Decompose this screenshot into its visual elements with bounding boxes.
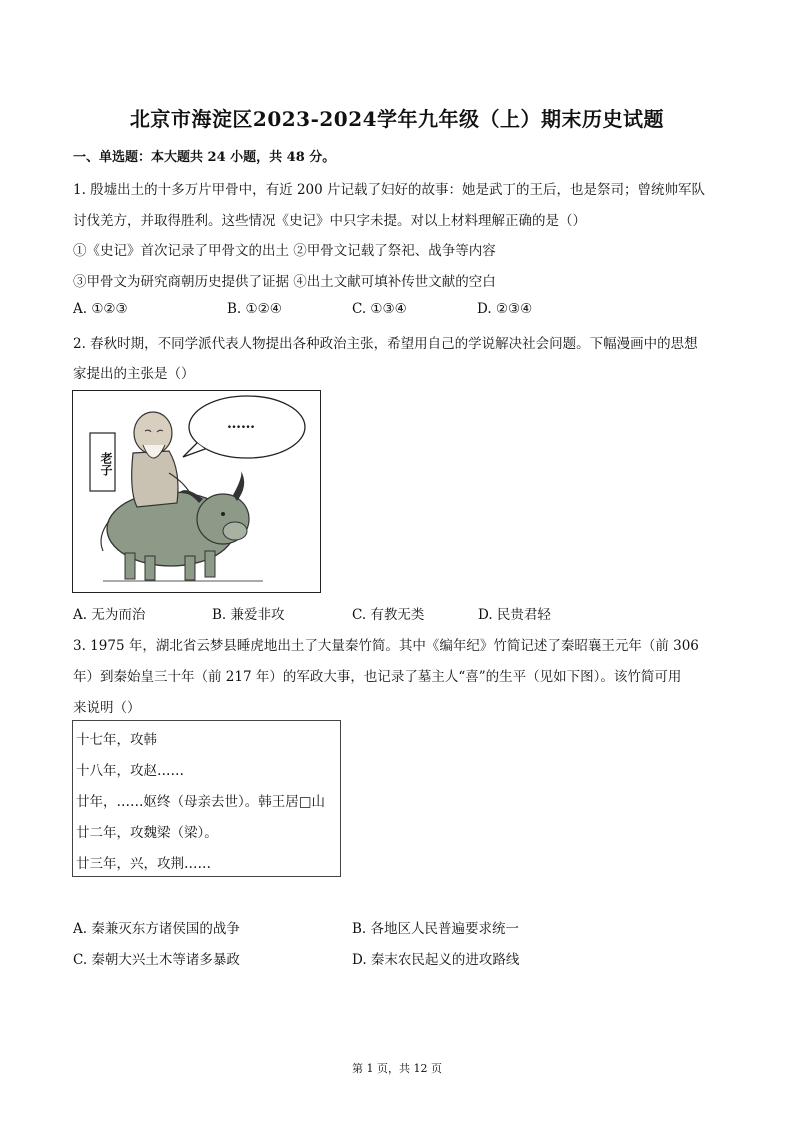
q2-stem-line-2: 家提出的主张是（） (73, 366, 195, 382)
q3-option-a: A. 秦兼灭东方诸侯国的战争 (73, 921, 240, 937)
q2-option-b: B. 兼爱非攻 (212, 607, 285, 623)
q1-stem-line-2: 讨伐羌方，并取得胜利。这些情况《史记》中只字未提。对以上材料理解正确的是（） (73, 213, 586, 229)
q1-option-b: B. ①②④ (227, 301, 282, 317)
section-heading: 一、单选题：本大题共 24 小题，共 48 分。 (73, 150, 336, 165)
q2-option-d: D. 民贵君轻 (478, 607, 551, 623)
q1-stem-line-1: 1. 殷墟出土的十多万片甲骨中，有近 200 片记载了妇好的故事：她是武丁的王后，也是祭司；曾统帅军队 (73, 182, 706, 198)
q3-stem-line-2: 年）到秦始皇三十年（前 217 年）的军政大事，也记录了墓主人“喜”的生平（见如下图）。该竹简可用 (73, 669, 682, 685)
q3-stem-line-3: 来说明（） (73, 700, 141, 716)
q3-option-d: D. 秦末农民起义的进攻路线 (352, 952, 520, 968)
laozi-on-ox-illustration (73, 391, 321, 593)
page-title: 北京市海淀区2023-2024学年九年级（上）期末历史试题 (129, 107, 665, 131)
bamboo-line: 廿年，……妪终（母亲去世）。韩王居□山 (76, 794, 326, 810)
bamboo-slip-excerpt-box (72, 720, 341, 877)
speech-text: …… (227, 416, 255, 432)
ox-leg (185, 556, 195, 580)
ox-leg (205, 551, 215, 577)
comic-name-label: 老子 (99, 452, 113, 476)
bamboo-line: 十七年，攻韩 (76, 732, 157, 748)
ox-leg (125, 553, 135, 579)
q1-option-a: A. ①②③ (73, 301, 128, 317)
ox-eye (221, 512, 225, 516)
laozi-robe (132, 451, 178, 507)
ox-snout (223, 522, 247, 540)
q1-statement-line-2: ③甲骨文为研究商朝历史提供了证据 ④出土文献可填补传世文献的空白 (73, 274, 496, 290)
q1-option-d: D. ②③④ (477, 301, 533, 317)
q1-option-c: C. ①③④ (352, 301, 407, 317)
ox-horn-right (233, 471, 244, 501)
q1-statement-line-1: ①《史记》首次记录了甲骨文的出土 ②甲骨文记载了祭祀、战争等内容 (73, 243, 496, 259)
q3-option-c: C. 秦朝大兴土木等诸多暴政 (73, 952, 240, 968)
q2-stem-line-1: 2. 春秋时期，不同学派代表人物提出各种政治主张，希望用自己的学说解决社会问题。下幅漫画中的思想 (73, 336, 698, 352)
laozi-comic (72, 390, 321, 593)
q2-option-a: A. 无为而治 (73, 607, 146, 623)
page-footer: 第 1 页，共 12 页 (352, 1062, 442, 1075)
q3-stem-line-1: 3. 1975 年，湖北省云梦县睡虎地出土了大量秦竹简。其中《编年纪》竹简记述了秦昭襄王元年（前 306 (73, 638, 699, 654)
q2-option-c: C. 有教无类 (352, 607, 425, 623)
ox-leg (145, 556, 155, 580)
q3-option-b: B. 各地区人民普遍要求统一 (352, 921, 520, 937)
bamboo-line: 廿三年，兴，攻荆…… (76, 856, 211, 872)
bamboo-line: 十八年，攻赵…… (76, 763, 184, 779)
bamboo-line: 廿二年，攻魏梁（梁）。 (76, 825, 218, 841)
